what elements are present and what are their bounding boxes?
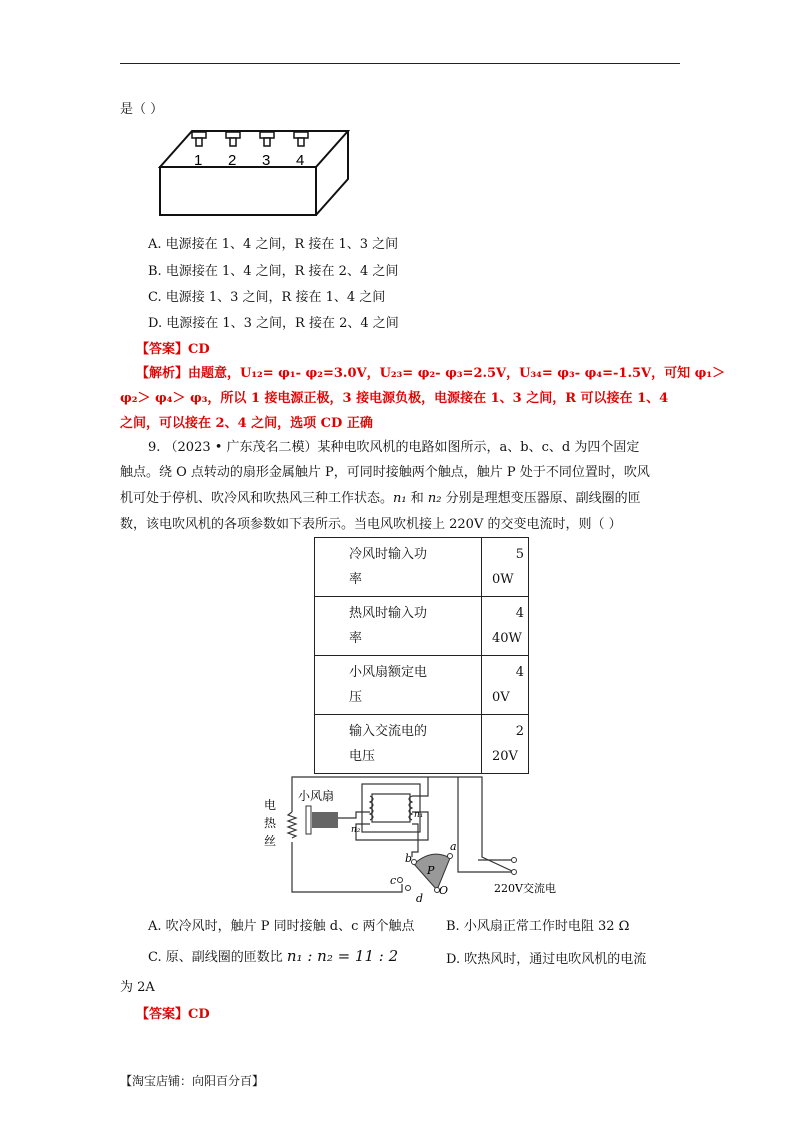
param-value: 4 0V bbox=[482, 656, 529, 715]
heater-label-3: 丝 bbox=[264, 834, 277, 848]
q9-option-c bbox=[148, 946, 398, 965]
q8-analysis-line1: 【解析】由题意，U₁₂= φ₁- φ₂=3.0V，U₂₃= φ₂- φ₃=2.5V，U₃₄= φ₃- φ₄=-1.5V，可知 φ₁＞ bbox=[136, 366, 726, 381]
q9-answer: 【答案】CD bbox=[136, 1007, 210, 1022]
contact-a-label: a bbox=[450, 840, 457, 853]
q9-option-d-line2: 为 2A bbox=[120, 980, 155, 995]
table-row bbox=[315, 656, 529, 715]
q9-stem-line2: 触点。绕 O 点转动的扇形金属触片 P，可同时接触两个触点，触片 P 处于不同位置时，吹风 bbox=[120, 465, 650, 480]
n2-label: n₂ bbox=[351, 825, 361, 835]
turns-ratio-formula: n₁ : n₂ = 11 : 2 bbox=[286, 947, 399, 965]
param-value: 2 20V bbox=[482, 715, 529, 774]
terminal-box-figure bbox=[150, 125, 350, 220]
contact-p-label: P bbox=[427, 864, 435, 877]
footer-shop: 【淘宝店铺：向阳百分百】 bbox=[120, 1074, 265, 1088]
pivot-o-label: O bbox=[439, 884, 449, 897]
q8-option-b: B. 电源接在 1、4 之间，R 接在 2、4 之间 bbox=[148, 264, 399, 279]
terminal-label-3: 3 bbox=[262, 152, 271, 169]
q9-option-d-line1: D. 吹热风时，通过电吹风机的电流 bbox=[446, 952, 647, 967]
header-rule bbox=[120, 63, 680, 64]
fan-label: 小风扇 bbox=[298, 789, 335, 803]
param-value: 4 40W bbox=[482, 597, 529, 656]
heater-label-1: 电 bbox=[264, 798, 277, 812]
q8-option-a: A. 电源接在 1、4 之间，R 接在 1、3 之间 bbox=[148, 237, 399, 252]
fan-motor-icon bbox=[312, 812, 338, 828]
param-name: 热风时输入功 率 bbox=[315, 597, 482, 656]
n1-symbol: n₁ bbox=[393, 491, 407, 506]
q9-stem-line3-b: 分别是理想变压器原、副线圈的匝 bbox=[441, 491, 641, 506]
param-name: 冷风时输入功 率 bbox=[315, 538, 482, 597]
contact-b-label: b bbox=[405, 852, 413, 865]
n2-symbol: n₂ bbox=[427, 491, 442, 506]
q9-stem-line3-a: 机可处于停机、吹冷风和吹热风三种工作状态。 bbox=[120, 491, 394, 506]
q9-option-c-text: C. 原、副线圈的匝数比 bbox=[148, 950, 283, 965]
parameter-table bbox=[314, 537, 529, 774]
param-name: 输入交流电的 电压 bbox=[315, 715, 482, 774]
table-row bbox=[315, 597, 529, 656]
n1-label: n₁ bbox=[414, 810, 424, 820]
param-name: 小风扇额定电 压 bbox=[315, 656, 482, 715]
supply-label: 220V交流电 bbox=[494, 882, 556, 895]
heater-label-2: 热 bbox=[264, 816, 277, 830]
q8-option-d: D. 电源接在 1、3 之间，R 接在 2、4 之间 bbox=[148, 316, 399, 331]
terminal-label-2: 2 bbox=[228, 152, 237, 169]
question-tail: 是（ ） bbox=[120, 102, 164, 117]
q9-option-a: A. 吹冷风时，触片 P 同时接触 d、c 两个触点 bbox=[148, 919, 415, 934]
q8-analysis-line2: φ₂＞ φ₄＞ φ₃，所以 1 接电源正极，3 接电源负极，电源接在 1、3 之间，R 可以接在 1、4 bbox=[120, 391, 669, 406]
fan-blade-icon bbox=[306, 806, 311, 834]
q9-option-b: B. 小风扇正常工作时电阻 32 Ω bbox=[446, 919, 630, 934]
terminal-label-1: 1 bbox=[194, 152, 203, 169]
terminal-label-4: 4 bbox=[296, 152, 305, 169]
contact-d-label: d bbox=[416, 892, 424, 905]
q9-stem-line3 bbox=[120, 487, 641, 506]
q9-stem-line4: 数，该电吹风机的各项参数如下表所示。当电风吹机接上 220V 的交变电流时，则（ ） bbox=[120, 517, 622, 532]
q8-option-c: C. 电源接 1、3 之间，R 接在 1、4 之间 bbox=[148, 290, 386, 305]
q9-stem-line1: 9. （2023 • 广东茂名二模）某种电吹风机的电路如图所示，a、b、c、d 为四个固定 bbox=[148, 440, 640, 455]
param-value: 5 0W bbox=[482, 538, 529, 597]
q8-analysis-line3: 之间，可以接在 2、4 之间，选项 CD 正确 bbox=[120, 416, 373, 431]
contact-c-label: c bbox=[390, 874, 397, 887]
table-row bbox=[315, 715, 529, 774]
hair-dryer-circuit-figure bbox=[262, 772, 582, 907]
q9-stem-line3-mid: 和 bbox=[406, 491, 428, 506]
q8-answer: 【答案】CD bbox=[136, 342, 210, 357]
table-row bbox=[315, 538, 529, 597]
